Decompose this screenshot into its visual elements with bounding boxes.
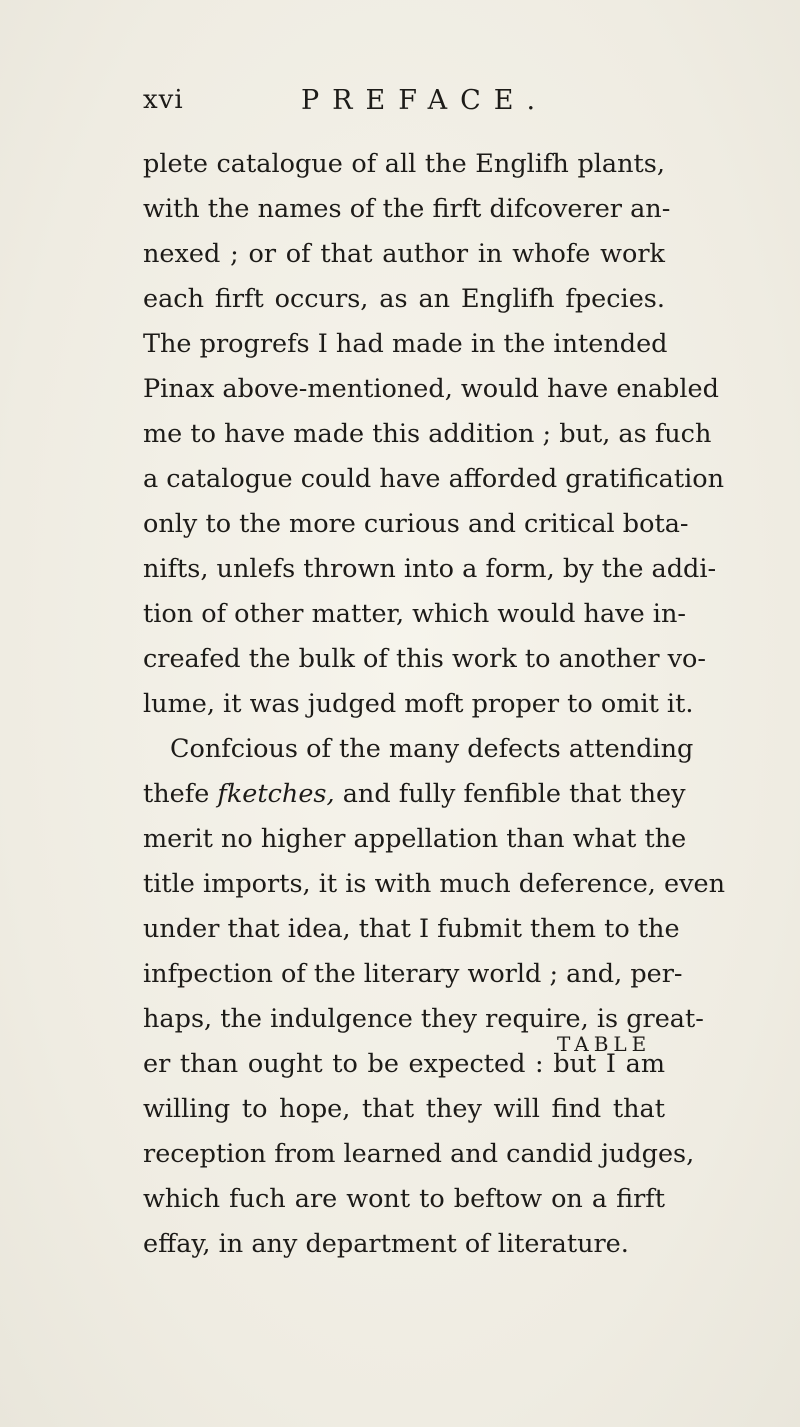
text-line: title imports, it is with much deference, even <box>143 869 726 899</box>
catchword: TABLE <box>557 1032 652 1056</box>
paragraph-end-line: effay, in any department of literature. <box>143 1229 629 1259</box>
paragraph-start-line: Confcious of the many defects attending <box>170 734 694 764</box>
text-line: with the names of the firft difcoverer an- <box>143 194 671 224</box>
text-line <box>143 772 686 817</box>
text-line: willing to hope, that they will find that <box>143 1094 665 1124</box>
text-line: nifts, unlefs thrown into a form, by the addi- <box>143 554 717 584</box>
italic-word: fketches, <box>217 779 335 809</box>
text-line: which fuch are wont to beftow on a firft <box>143 1184 665 1214</box>
text-line: creafed the bulk of this work to another vo- <box>143 644 707 674</box>
text-line: nexed ; or of that author in whofe work <box>143 239 665 269</box>
body-text <box>143 142 726 1267</box>
running-head <box>143 85 663 125</box>
text-line: The progrefs I had made in the intended <box>143 329 668 359</box>
text-line: Pinax above-mentioned, would have enabled <box>143 374 719 404</box>
text-line: infpection of the literary world ; and, per- <box>143 959 683 989</box>
text-line: under that idea, that I fubmit them to the <box>143 914 680 944</box>
text-line: only to the more curious and critical bota- <box>143 509 689 539</box>
text-line: me to have made this addition ; but, as fuch <box>143 419 712 449</box>
text-line: tion of other matter, which would have in- <box>143 599 686 629</box>
text-line: plete catalogue of all the Englifh plants, <box>143 149 665 179</box>
text-line: reception from learned and candid judges, <box>143 1139 695 1169</box>
paragraph-end-line: lume, it was judged moft proper to omit it. <box>143 689 694 719</box>
text-segment: and fully fenfible that they <box>342 779 686 809</box>
text-segment: thefe <box>143 779 210 809</box>
text-line: haps, the indulgence they require, is great- <box>143 1004 704 1034</box>
text-line: a catalogue could have afforded gratification <box>143 464 725 494</box>
text-line: each firft occurs, as an Englifh fpecies. <box>143 284 665 314</box>
text-line: er than ought to be expected : but I am <box>143 1049 665 1079</box>
page-number: xvi <box>143 85 184 115</box>
section-title: PREFACE. <box>301 85 549 116</box>
text-line: merit no higher appellation than what the <box>143 824 687 854</box>
